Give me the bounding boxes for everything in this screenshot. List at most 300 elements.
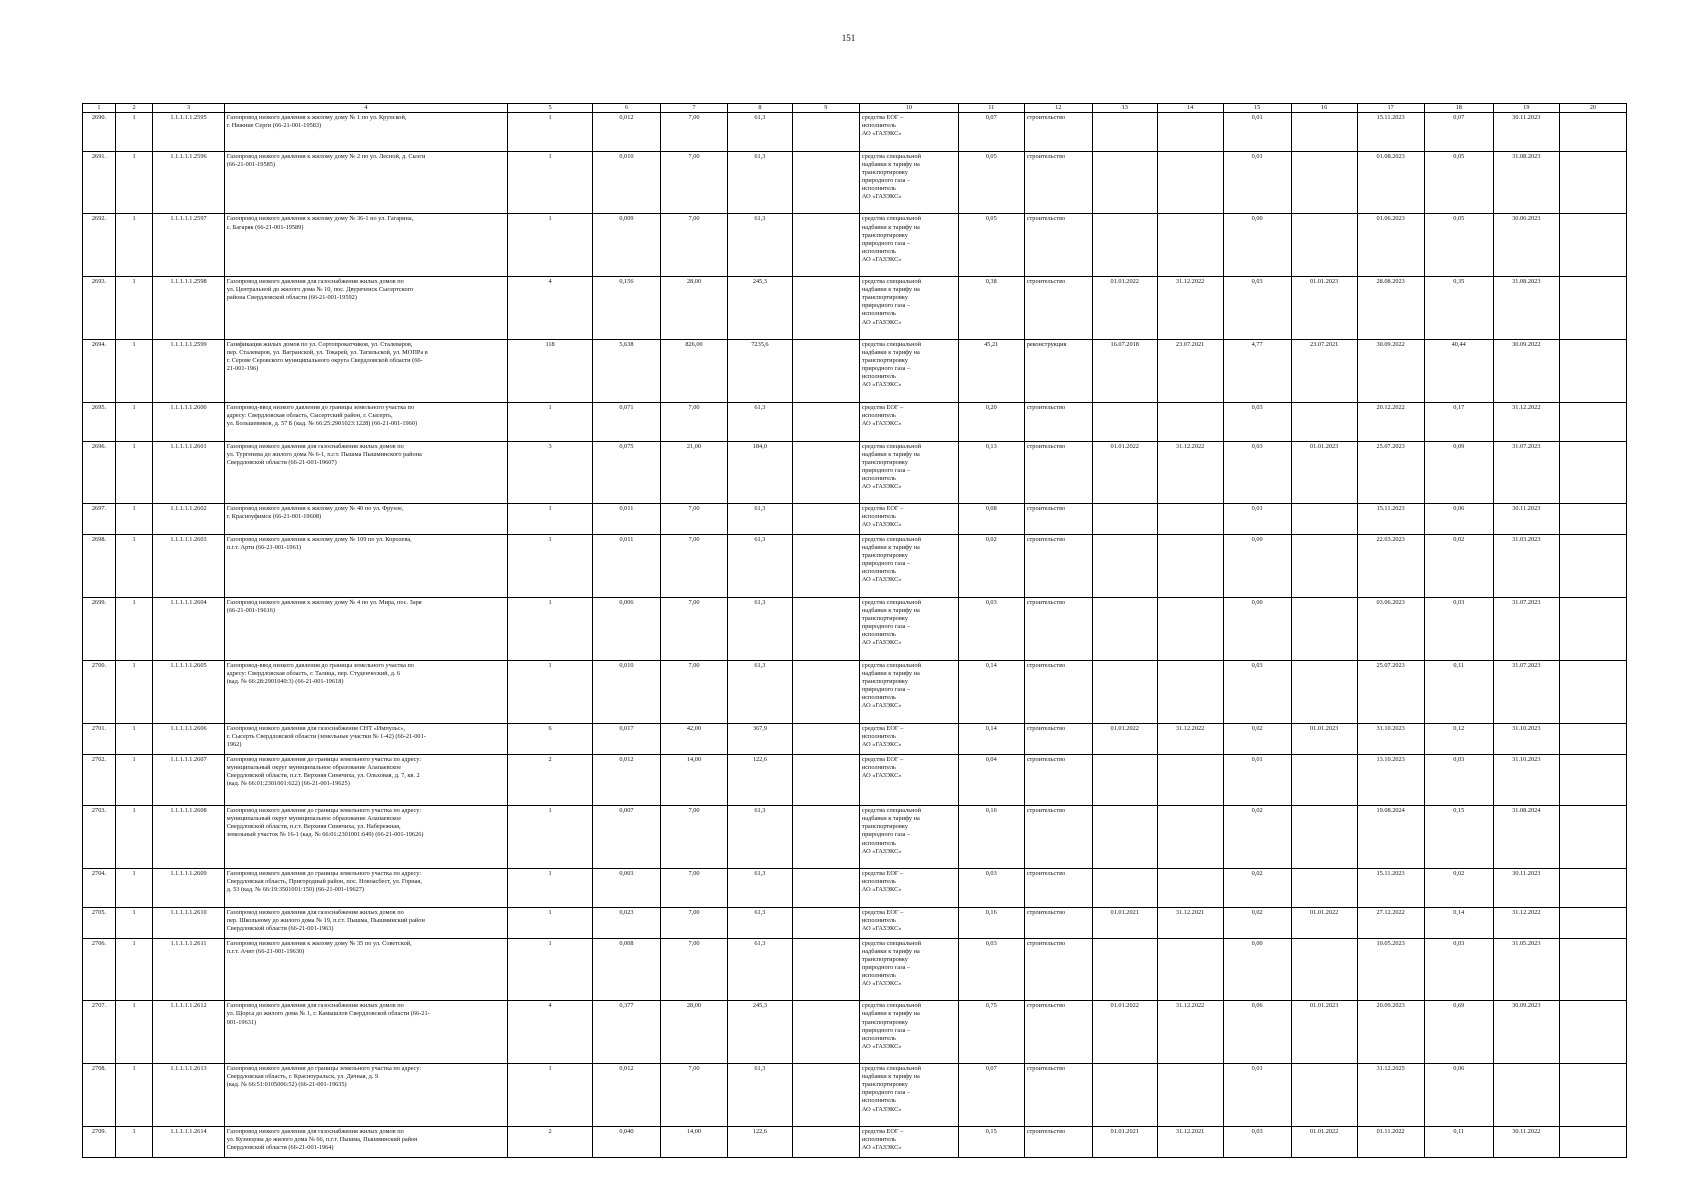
table-cell-col-7: 14,00: [660, 1127, 727, 1158]
table-row: [83, 277, 1627, 340]
table-cell-col-5: 1: [508, 113, 593, 152]
table-cell-col-4: Газопровод низкого давления до границы земельного участка по адресу: Свердловская область, г. Красноуральск, ул. Дачная, д. 9 (кад. № 66:51:0105006:52) (66-21-001-19635): [224, 1064, 508, 1127]
table-cell-col-4: Газопровод низкого давления до границы земельного участка по адресу: муниципальный округ муниципальное образование Алапаевское Свердловской области, п.г.т. Верхняя Синячиха, ул. Набережная, земельный участок № 16-1 (кад. № 66:01:2301001:649) (66-21-001-19626): [224, 806, 508, 869]
table-cell-col-5: 1: [508, 402, 593, 441]
table-cell-col-2: 1: [115, 938, 152, 1001]
table-cell-col-10: средства специальной надбавки к тарифу на транспортировку природного газа – исполнитель АО «ГАЗЭКС»: [859, 938, 958, 1001]
table-cell-col-7: 28,00: [660, 277, 727, 340]
table-cell-col-20: [1559, 598, 1626, 661]
table-cell-col-13: [1092, 938, 1157, 1001]
table-cell-col-7: 7,00: [660, 214, 727, 277]
table-row: [83, 806, 1627, 869]
table-cell-col-6: 0,023: [592, 907, 660, 938]
table-cell-col-9: [792, 277, 859, 340]
table-cell-col-20: [1559, 1064, 1626, 1127]
table-cell-col-9: [792, 907, 859, 938]
table-cell-col-8: 61,3: [728, 535, 793, 598]
table-cell-col-18: 0,17: [1424, 402, 1493, 441]
table-cell-col-4: Газопровод низкого давления до границы земельного участка по адресу: Свердловская область, Пригородный район, пос. Новоасбест, ул. Горная, д. 53 (кад. № 66:19:3501001:150) (66-21-001-19627): [224, 869, 508, 908]
column-header: 18: [1424, 104, 1493, 113]
table-cell-col-2: 1: [115, 806, 152, 869]
table-cell-col-13: [1092, 660, 1157, 723]
column-header: 14: [1157, 104, 1223, 113]
table-cell-col-3: 1.1.1.1.1.2613: [153, 1064, 224, 1127]
table-cell-col-17: 10.05.2023: [1357, 938, 1424, 1001]
table-cell-col-9: [792, 1001, 859, 1064]
table-cell-col-13: [1092, 151, 1157, 214]
table-cell-col-3: 1.1.1.1.1.2595: [153, 113, 224, 152]
table-cell-col-5: 3: [508, 441, 593, 504]
table-cell-col-6: 0,003: [592, 869, 660, 908]
table-cell-col-16: 01.01.2022: [1291, 1127, 1357, 1158]
table-cell-col-8: 245,3: [728, 1001, 793, 1064]
column-header: 15: [1223, 104, 1291, 113]
table-row: [83, 598, 1627, 661]
table-row: [83, 938, 1627, 1001]
table-cell-col-5: 6: [508, 723, 593, 754]
table-cell-col-2: 1: [115, 535, 152, 598]
table-cell-col-12: строительство: [1024, 441, 1092, 504]
table-cell-col-14: 31.12.2021: [1157, 1127, 1223, 1158]
table-cell-col-7: 7,00: [660, 938, 727, 1001]
table-cell-col-4: Газопровод низкого давления к жилому дому № 1 по ул. Крупской, г. Нижние Серги (66-21-001-19583): [224, 113, 508, 152]
table-cell-col-15: 0,01: [1223, 754, 1291, 806]
table-cell-col-6: 0,156: [592, 277, 660, 340]
table-cell-col-19: 31.07.2023: [1493, 660, 1559, 723]
table-cell-col-15: 0,00: [1223, 214, 1291, 277]
table-cell-col-6: 0,007: [592, 806, 660, 869]
table-cell-col-19: 31.08.2024: [1493, 806, 1559, 869]
table-cell-col-13: 01.01.2021: [1092, 1127, 1157, 1158]
table-cell-col-15: 0,03: [1223, 1127, 1291, 1158]
table-cell-col-7: 7,00: [660, 1064, 727, 1127]
table-cell-col-4: Газопровод низкого давления для газоснабжения жилых домов по ул. Тургенева до жилого дома № 6-1, п.г.т. Пышма Пышминского района Свердловской области (66-21-001-19607): [224, 441, 508, 504]
table-cell-col-14: 31.12.2022: [1157, 277, 1223, 340]
table-cell-col-15: 0,01: [1223, 113, 1291, 152]
table-cell-col-12: строительство: [1024, 1127, 1092, 1158]
header-row: [83, 104, 1627, 113]
table-cell-col-3: 1.1.1.1.1.2598: [153, 277, 224, 340]
table-cell-col-14: 31.12.2021: [1157, 907, 1223, 938]
table-cell-col-2: 1: [115, 402, 152, 441]
table-cell-col-9: [792, 806, 859, 869]
table-cell-col-17: 27.12.2022: [1357, 907, 1424, 938]
table-cell-col-5: 118: [508, 340, 593, 403]
table-cell-col-1: 2702.: [83, 754, 116, 806]
table-cell-col-18: 0,02: [1424, 535, 1493, 598]
investment-program-table: [82, 103, 1627, 1158]
table-cell-col-5: 1: [508, 151, 593, 214]
table-cell-col-14: [1157, 113, 1223, 152]
table-cell-col-4: Газопровод низкого давления к жилому дому № 40 по ул. Фрунзе, г. Красноуфимск (66-21-001-19608): [224, 504, 508, 535]
table-cell-col-3: 1.1.1.1.1.2602: [153, 504, 224, 535]
table-cell-col-9: [792, 660, 859, 723]
table-cell-col-20: [1559, 214, 1626, 277]
table-cell-col-1: 2708.: [83, 1064, 116, 1127]
table-cell-col-5: 4: [508, 1001, 593, 1064]
table-cell-col-2: 1: [115, 754, 152, 806]
column-header: 5: [508, 104, 593, 113]
table-cell-col-20: [1559, 938, 1626, 1001]
table-cell-col-12: строительство: [1024, 806, 1092, 869]
table-cell-col-19: 30.06.2023: [1493, 214, 1559, 277]
table-cell-col-12: строительство: [1024, 214, 1092, 277]
table-cell-col-3: 1.1.1.1.1.2601: [153, 441, 224, 504]
table-cell-col-2: 1: [115, 598, 152, 661]
table-cell-col-16: 01.01.2023: [1291, 441, 1357, 504]
table-row: [83, 1064, 1627, 1127]
table-cell-col-17: 22.03.2023: [1357, 535, 1424, 598]
table-body: [83, 113, 1627, 1158]
table-cell-col-14: 31.12.2022: [1157, 1001, 1223, 1064]
table-cell-col-9: [792, 214, 859, 277]
table-cell-col-13: [1092, 535, 1157, 598]
table-cell-col-11: 0,13: [958, 441, 1024, 504]
table-cell-col-2: 1: [115, 441, 152, 504]
table-cell-col-12: строительство: [1024, 754, 1092, 806]
table-cell-col-11: 0,38: [958, 277, 1024, 340]
table-cell-col-14: [1157, 535, 1223, 598]
document-table-container: [82, 103, 1627, 1158]
table-row: [83, 504, 1627, 535]
column-header: 3: [153, 104, 224, 113]
table-cell-col-14: 31.12.2022: [1157, 441, 1223, 504]
table-cell-col-14: 23.07.2021: [1157, 340, 1223, 403]
table-cell-col-20: [1559, 441, 1626, 504]
table-cell-col-17: 30.09.2022: [1357, 340, 1424, 403]
table-cell-col-11: 0,02: [958, 535, 1024, 598]
table-cell-col-14: 31.12.2022: [1157, 723, 1223, 754]
table-cell-col-1: 2690.: [83, 113, 116, 152]
table-cell-col-3: 1.1.1.1.1.2603: [153, 535, 224, 598]
table-cell-col-11: 0,07: [958, 113, 1024, 152]
table-cell-col-5: 1: [508, 504, 593, 535]
table-cell-col-6: 0,012: [592, 754, 660, 806]
table-cell-col-8: 61,3: [728, 869, 793, 908]
column-header: 19: [1493, 104, 1559, 113]
table-cell-col-9: [792, 441, 859, 504]
table-cell-col-5: 2: [508, 1127, 593, 1158]
column-header: 16: [1291, 104, 1357, 113]
table-cell-col-11: 0,03: [958, 938, 1024, 1001]
table-cell-col-19: 31.10.2023: [1493, 754, 1559, 806]
table-row: [83, 1127, 1627, 1158]
table-row: [83, 151, 1627, 214]
table-row: [83, 340, 1627, 403]
table-cell-col-12: строительство: [1024, 1001, 1092, 1064]
table-cell-col-12: строительство: [1024, 938, 1092, 1001]
table-cell-col-18: 0,12: [1424, 723, 1493, 754]
table-cell-col-10: средства специальной надбавки к тарифу на транспортировку природного газа – исполнитель АО «ГАЗЭКС»: [859, 806, 958, 869]
table-cell-col-2: 1: [115, 1127, 152, 1158]
table-cell-col-9: [792, 1064, 859, 1127]
table-row: [83, 535, 1627, 598]
table-cell-col-20: [1559, 151, 1626, 214]
table-cell-col-1: 2700.: [83, 660, 116, 723]
table-cell-col-16: 01.01.2022: [1291, 907, 1357, 938]
table-cell-col-3: 1.1.1.1.1.2607: [153, 754, 224, 806]
table-cell-col-6: 0,012: [592, 113, 660, 152]
table-cell-col-5: 1: [508, 598, 593, 661]
table-cell-col-18: 0,69: [1424, 1001, 1493, 1064]
table-cell-col-4: Газопровод-ввод низкого давления до границы земельного участка по адресу: Свердловская область, г. Талица, пер. Студенческий, д. 6 (кад. № 66:28:2901040:3) (66-21-001-19618): [224, 660, 508, 723]
table-cell-col-20: [1559, 869, 1626, 908]
table-cell-col-12: строительство: [1024, 113, 1092, 152]
table-cell-col-10: средства специальной надбавки к тарифу на транспортировку природного газа – исполнитель АО «ГАЗЭКС»: [859, 1001, 958, 1064]
table-cell-col-3: 1.1.1.1.1.2600: [153, 402, 224, 441]
table-cell-col-15: 0,01: [1223, 151, 1291, 214]
table-cell-col-8: 122,6: [728, 754, 793, 806]
table-cell-col-11: 0,04: [958, 754, 1024, 806]
table-cell-col-11: 0,75: [958, 1001, 1024, 1064]
table-cell-col-17: 31.12.2025: [1357, 1064, 1424, 1127]
table-cell-col-18: 0,06: [1424, 1064, 1493, 1127]
table-row: [83, 869, 1627, 908]
table-cell-col-10: средства ЕОГ – исполнитель АО «ГАЗЭКС»: [859, 402, 958, 441]
table-cell-col-4: Газопровод низкого давления до границы земельного участка по адресу: муниципальный округ муниципальное образование Алапаевское Свердловской области, п.г.т. Верхняя Синячиха, ул. Ольховая, д. 7, кв. 2 (кад. № 66:01:2301001:622) (66-21-001-19625): [224, 754, 508, 806]
table-cell-col-15: 0,02: [1223, 907, 1291, 938]
table-cell-col-7: 7,00: [660, 869, 727, 908]
table-cell-col-13: [1092, 402, 1157, 441]
table-cell-col-6: 0,075: [592, 441, 660, 504]
table-cell-col-8: 61,3: [728, 660, 793, 723]
table-cell-col-9: [792, 504, 859, 535]
table-cell-col-5: 1: [508, 535, 593, 598]
table-cell-col-4: Газопровод-ввод низкого давления до границы земельного участка по адресу: Свердловская область, Сысертский район, г. Сысерть, ул. Большевиков, д. 57 Б (кад. № 66:25:2901023:1228) (66-21-001-1960): [224, 402, 508, 441]
table-cell-col-18: 0,05: [1424, 151, 1493, 214]
table-cell-col-19: 30.11.2023: [1493, 504, 1559, 535]
table-cell-col-13: 16.07.2018: [1092, 340, 1157, 403]
column-header: 9: [792, 104, 859, 113]
table-cell-col-20: [1559, 402, 1626, 441]
table-cell-col-10: средства специальной надбавки к тарифу на транспортировку природного газа – исполнитель АО «ГАЗЭКС»: [859, 660, 958, 723]
table-cell-col-18: 0,05: [1424, 214, 1493, 277]
table-cell-col-11: 0,08: [958, 504, 1024, 535]
table-cell-col-16: [1291, 113, 1357, 152]
table-cell-col-2: 1: [115, 113, 152, 152]
table-cell-col-7: 7,00: [660, 907, 727, 938]
table-cell-col-16: [1291, 1064, 1357, 1127]
table-cell-col-17: 25.07.2023: [1357, 660, 1424, 723]
table-cell-col-8: 61,3: [728, 402, 793, 441]
table-cell-col-6: 0,012: [592, 1064, 660, 1127]
table-cell-col-1: 2706.: [83, 938, 116, 1001]
table-cell-col-10: средства специальной надбавки к тарифу на транспортировку природного газа – исполнитель АО «ГАЗЭКС»: [859, 277, 958, 340]
table-cell-col-17: 01.11.2022: [1357, 1127, 1424, 1158]
table-cell-col-8: 122,6: [728, 1127, 793, 1158]
table-cell-col-4: Газопровод низкого давления к жилому дому № 35 по ул. Советской, п.г.т. Ачит (66-21-001-19630): [224, 938, 508, 1001]
table-cell-col-13: 01.01.2022: [1092, 723, 1157, 754]
table-cell-col-17: 25.07.2023: [1357, 441, 1424, 504]
table-cell-col-17: 20.09.2023: [1357, 1001, 1424, 1064]
table-cell-col-17: 28.08.2023: [1357, 277, 1424, 340]
table-cell-col-8: 61,3: [728, 151, 793, 214]
table-cell-col-17: 31.10.2023: [1357, 723, 1424, 754]
table-cell-col-8: 367,9: [728, 723, 793, 754]
table-cell-col-12: строительство: [1024, 535, 1092, 598]
table-cell-col-1: 2704.: [83, 869, 116, 908]
table-cell-col-2: 1: [115, 660, 152, 723]
table-cell-col-5: 1: [508, 660, 593, 723]
column-header: 1: [83, 104, 116, 113]
table-cell-col-8: 61,3: [728, 598, 793, 661]
table-cell-col-19: [1493, 1064, 1559, 1127]
table-cell-col-8: 7235,6: [728, 340, 793, 403]
table-cell-col-11: 0,16: [958, 806, 1024, 869]
table-cell-col-4: Газопровод низкого давления для газоснабжения СНТ «Импульс», г. Сысерть Свердловской области (земельные участки № 1-42) (66-21-001- 1962): [224, 723, 508, 754]
table-cell-col-1: 2695.: [83, 402, 116, 441]
table-cell-col-7: 14,00: [660, 754, 727, 806]
table-cell-col-16: [1291, 754, 1357, 806]
table-cell-col-1: 2696.: [83, 441, 116, 504]
table-cell-col-11: 0,20: [958, 402, 1024, 441]
table-cell-col-12: строительство: [1024, 907, 1092, 938]
table-cell-col-16: [1291, 151, 1357, 214]
table-cell-col-11: 0,05: [958, 214, 1024, 277]
table-cell-col-11: 0,05: [958, 151, 1024, 214]
table-cell-col-6: 0,017: [592, 723, 660, 754]
table-cell-col-17: 19.08.2024: [1357, 806, 1424, 869]
table-cell-col-14: [1157, 869, 1223, 908]
table-cell-col-10: средства специальной надбавки к тарифу на транспортировку природного газа – исполнитель АО «ГАЗЭКС»: [859, 598, 958, 661]
table-cell-col-1: 2699.: [83, 598, 116, 661]
table-cell-col-18: 0,03: [1424, 754, 1493, 806]
table-cell-col-14: [1157, 504, 1223, 535]
table-cell-col-10: средства специальной надбавки к тарифу на транспортировку природного газа – исполнитель АО «ГАЗЭКС»: [859, 441, 958, 504]
table-cell-col-20: [1559, 277, 1626, 340]
table-cell-col-12: строительство: [1024, 1064, 1092, 1127]
table-cell-col-7: 7,00: [660, 598, 727, 661]
table-cell-col-10: средства специальной надбавки к тарифу на транспортировку природного газа – исполнитель АО «ГАЗЭКС»: [859, 1064, 958, 1127]
table-cell-col-3: 1.1.1.1.1.2609: [153, 869, 224, 908]
table-cell-col-4: Газопровод низкого давления для газоснабжения жилых домов по ул. Центральной до жилого дома № 10, пос. Двуреченск Сысертского района Свердловской области (66-21-001-19592): [224, 277, 508, 340]
table-cell-col-20: [1559, 340, 1626, 403]
table-cell-col-15: 0,00: [1223, 598, 1291, 661]
table-cell-col-7: 28,00: [660, 1001, 727, 1064]
table-cell-col-6: 0,377: [592, 1001, 660, 1064]
table-cell-col-17: 15.11.2023: [1357, 869, 1424, 908]
table-cell-col-2: 1: [115, 504, 152, 535]
table-cell-col-9: [792, 340, 859, 403]
table-cell-col-13: [1092, 806, 1157, 869]
table-cell-col-5: 4: [508, 277, 593, 340]
table-cell-col-14: [1157, 660, 1223, 723]
table-cell-col-10: средства ЕОГ – исполнитель АО «ГАЗЭКС»: [859, 907, 958, 938]
table-cell-col-9: [792, 1127, 859, 1158]
table-cell-col-11: 0,14: [958, 723, 1024, 754]
table-cell-col-20: [1559, 723, 1626, 754]
table-cell-col-2: 1: [115, 340, 152, 403]
column-header: 6: [592, 104, 660, 113]
table-cell-col-11: 0,03: [958, 869, 1024, 908]
table-cell-col-14: [1157, 214, 1223, 277]
table-cell-col-18: 0,14: [1424, 907, 1493, 938]
table-cell-col-9: [792, 723, 859, 754]
table-cell-col-14: [1157, 151, 1223, 214]
table-cell-col-20: [1559, 754, 1626, 806]
table-cell-col-9: [792, 113, 859, 152]
table-cell-col-8: 61,3: [728, 113, 793, 152]
table-cell-col-4: Газопровод низкого давления к жилому дому № 4 по ул. Мира, пос. Заря (66-21-001-19616): [224, 598, 508, 661]
table-cell-col-6: 0,071: [592, 402, 660, 441]
table-cell-col-4: Газопровод низкого давления к жилому дому № 36-1 по ул. Гагарина, с. Багаряк (66-21-001-19589): [224, 214, 508, 277]
table-cell-col-16: [1291, 660, 1357, 723]
table-cell-col-18: 40,44: [1424, 340, 1493, 403]
table-row: [83, 214, 1627, 277]
page-number: 151: [841, 33, 856, 43]
table-row: [83, 1001, 1627, 1064]
table-cell-col-13: 01.01.2021: [1092, 907, 1157, 938]
table-cell-col-12: строительство: [1024, 723, 1092, 754]
table-cell-col-2: 1: [115, 1064, 152, 1127]
table-cell-col-6: 0,011: [592, 535, 660, 598]
table-cell-col-17: 20.12.2022: [1357, 402, 1424, 441]
table-cell-col-18: 0,07: [1424, 113, 1493, 152]
table-cell-col-3: 1.1.1.1.1.2599: [153, 340, 224, 403]
table-cell-col-8: 61,3: [728, 214, 793, 277]
table-cell-col-13: 01.01.2022: [1092, 1001, 1157, 1064]
column-header: 10: [859, 104, 958, 113]
table-cell-col-20: [1559, 504, 1626, 535]
table-cell-col-10: средства ЕОГ – исполнитель АО «ГАЗЭКС»: [859, 1127, 958, 1158]
table-cell-col-4: Газификация жилых домов по ул. Сортопрокатчиков, ул. Сталеваров, пер. Сталеваров, ул. Вагранской, ул. Токарей, ул. Тагильской, ул. МОПРа в г. Серове Серовского муниципального округа Свердловской области (66- 21-001-196): [224, 340, 508, 403]
table-cell-col-17: 03.06.2023: [1357, 598, 1424, 661]
table-cell-col-5: 2: [508, 754, 593, 806]
table-cell-col-9: [792, 869, 859, 908]
table-cell-col-10: средства специальной надбавки к тарифу на транспортировку природного газа – исполнитель АО «ГАЗЭКС»: [859, 340, 958, 403]
table-cell-col-8: 61,3: [728, 907, 793, 938]
table-cell-col-17: 15.11.2023: [1357, 504, 1424, 535]
table-cell-col-1: 2698.: [83, 535, 116, 598]
table-cell-col-14: [1157, 1064, 1223, 1127]
table-cell-col-7: 7,00: [660, 113, 727, 152]
table-cell-col-19: 31.12.2022: [1493, 402, 1559, 441]
table-cell-col-20: [1559, 113, 1626, 152]
table-cell-col-2: 1: [115, 907, 152, 938]
table-cell-col-18: 0,03: [1424, 598, 1493, 661]
table-cell-col-5: 1: [508, 938, 593, 1001]
table-cell-col-6: 0,006: [592, 598, 660, 661]
table-cell-col-15: 0,00: [1223, 938, 1291, 1001]
table-cell-col-3: 1.1.1.1.1.2606: [153, 723, 224, 754]
table-cell-col-13: 01.01.2022: [1092, 277, 1157, 340]
table-cell-col-20: [1559, 535, 1626, 598]
table-cell-col-3: 1.1.1.1.1.2610: [153, 907, 224, 938]
column-header: 13: [1092, 104, 1157, 113]
table-cell-col-7: 7,00: [660, 806, 727, 869]
table-cell-col-20: [1559, 1001, 1626, 1064]
table-cell-col-20: [1559, 1127, 1626, 1158]
table-cell-col-11: 45,21: [958, 340, 1024, 403]
table-cell-col-18: 0,06: [1424, 504, 1493, 535]
table-cell-col-14: [1157, 938, 1223, 1001]
table-cell-col-20: [1559, 660, 1626, 723]
table-cell-col-10: средства специальной надбавки к тарифу на транспортировку природного газа – исполнитель АО «ГАЗЭКС»: [859, 214, 958, 277]
table-cell-col-7: 826,00: [660, 340, 727, 403]
table-cell-col-14: [1157, 754, 1223, 806]
table-cell-col-6: 0,040: [592, 1127, 660, 1158]
table-cell-col-7: 7,00: [660, 535, 727, 598]
table-cell-col-2: 1: [115, 723, 152, 754]
table-cell-col-11: 0,07: [958, 1064, 1024, 1127]
table-cell-col-4: Газопровод низкого давления для газоснабжения жилых домов по ул. Кузнецова до жилого дома № 66, п.г.т. Пышма, Пышминский район Свердловской области (66-21-001-1964): [224, 1127, 508, 1158]
table-cell-col-13: [1092, 869, 1157, 908]
column-header: 20: [1559, 104, 1626, 113]
table-cell-col-1: 2694.: [83, 340, 116, 403]
table-cell-col-4: Газопровод низкого давления для газоснабжения жилых домов по ул. Щорса до жилого дома № 1, г. Камышлов Свердловской области (66-21- 001-19631): [224, 1001, 508, 1064]
table-cell-col-12: реконструкция: [1024, 340, 1092, 403]
table-cell-col-15: 0,02: [1223, 723, 1291, 754]
